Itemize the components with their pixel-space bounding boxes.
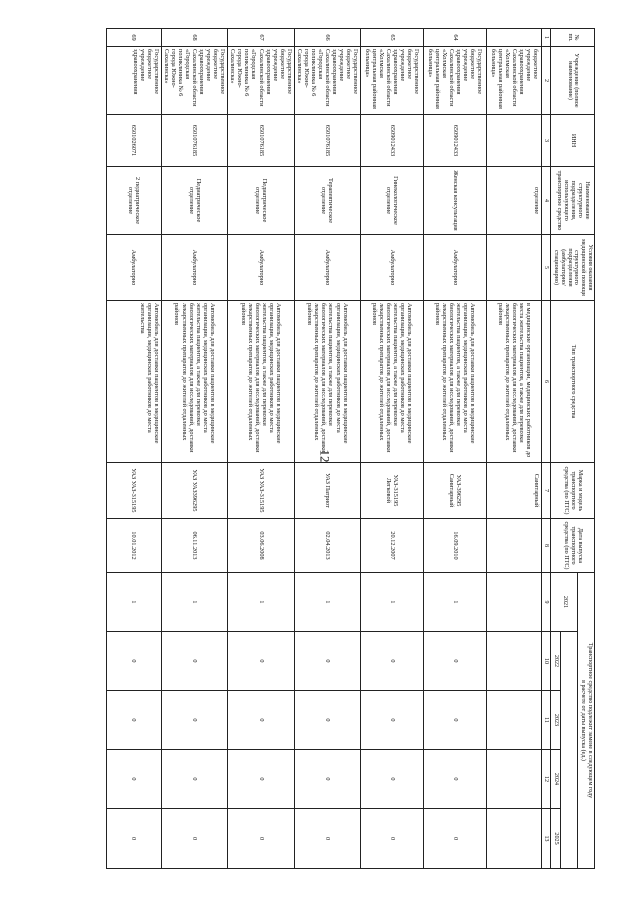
cell-2022: 0 bbox=[361, 632, 424, 691]
cell-inn: 6509012433 bbox=[424, 115, 487, 167]
cell-2023: 0 bbox=[361, 691, 424, 750]
header-year-2022: 2022 bbox=[551, 632, 561, 691]
cell-2025 bbox=[487, 809, 542, 869]
col-number: 6 bbox=[542, 301, 551, 463]
cell-vehicle-type: в медицинские организации, медицинских работников до места жительства пациентов, а также для перевозки биологических материалов для исследований, доставки лекарственных препаратов до жителей отдаленных районов bbox=[487, 301, 542, 463]
table-row bbox=[424, 29, 487, 869]
cell-vehicle-type: Автомобиль для доставки пациентов в медицинские организации, медицинских работников до места жительства пациентов, а также для перевозки биологических материалов для исследований, доставки лекарственных препаратов до жителей отдаленных районов bbox=[228, 301, 294, 463]
cell-num: 66 bbox=[294, 29, 360, 47]
cell-inn: 6501076185 bbox=[161, 115, 227, 167]
cell-inn bbox=[487, 115, 542, 167]
table-row bbox=[106, 29, 161, 869]
cell-2022: 0 bbox=[228, 632, 294, 691]
cell-num: 64 bbox=[424, 29, 487, 47]
cell-2024: 0 bbox=[361, 750, 424, 809]
page-number: 12 bbox=[317, 449, 333, 463]
header-inn: ИНН bbox=[551, 115, 595, 167]
cell-vehicle-type: Автомобиль для доставки пациентов в медицинские организации, медицинских работников до места жительства пациентов, а также для перевозки биологических материалов для исследований, доставки лекарственных препаратов до жителей отдаленных районов bbox=[294, 301, 360, 463]
cell-vehicle-type: Автомобиль для доставки пациентов в медицинские организации, медицинских работников до места жительства пациентов, а также для перевозки биологических материалов для исследований, доставки лекарственных препаратов до жителей отдаленных районов bbox=[161, 301, 227, 463]
cell-unit: Гинекологическое отделение bbox=[361, 167, 424, 235]
header-conditions: Условия оказания медицинской помощи структурного подразделения (амбулаторно/стационарно) bbox=[551, 235, 595, 301]
cell-conditions bbox=[487, 235, 542, 301]
cell-unit: Педиатрическое отделение bbox=[228, 167, 294, 235]
cell-unit: Педиатрическое отделение bbox=[161, 167, 227, 235]
cell-num: 67 bbox=[228, 29, 294, 47]
header-num: № пп. bbox=[551, 29, 595, 47]
col-number: 4 bbox=[542, 167, 551, 235]
cell-2024: 0 bbox=[294, 750, 360, 809]
table-row bbox=[161, 29, 227, 869]
cell-institution: Государственное бюджетное учреждение здравоохранения Сахалинской области «Городская поликлиника № 6 города Южно-Сахалинска» bbox=[294, 47, 360, 115]
cell-2021: 1 bbox=[294, 573, 360, 632]
cell-release-date: 06.11.2013 bbox=[161, 519, 227, 573]
col-number: 7 bbox=[542, 463, 551, 519]
cell-2025: 0 bbox=[161, 809, 227, 869]
header-brand: Марка и модель транспортного средства (по ПТС) bbox=[551, 463, 595, 519]
cell-release-date: 16.09.2010 bbox=[424, 519, 487, 573]
cell-2024: 0 bbox=[228, 750, 294, 809]
cell-release-date bbox=[487, 519, 542, 573]
col-number: 13 bbox=[542, 809, 551, 869]
cell-2023: 0 bbox=[424, 691, 487, 750]
header-vehicle-type: Тип транспортного средства bbox=[551, 301, 595, 463]
cell-institution: Государственное бюджетное учреждение здравоохранения Сахалинской области «Холмская центральная районная больница» bbox=[361, 47, 424, 115]
cell-brand: УАЗ УАЗ396295 bbox=[161, 463, 227, 519]
header-year-2025: 2025 bbox=[551, 809, 561, 869]
cell-brand: УАЗ-396295 Санитарный bbox=[424, 463, 487, 519]
header-replacement-title: Транспортное средство подлежит замене в следующем году bbox=[587, 642, 593, 799]
cell-unit: Женская консультация bbox=[424, 167, 487, 235]
cell-num: 69 bbox=[106, 29, 161, 47]
cell-inn: 6501026071 bbox=[106, 115, 161, 167]
cell-brand: УАЗ УАЗ-315195 bbox=[228, 463, 294, 519]
cell-inn: 6501076185 bbox=[294, 115, 360, 167]
cell-brand: Санитарный bbox=[487, 463, 542, 519]
cell-unit: Терапевтическое отделение bbox=[294, 167, 360, 235]
header-spacer bbox=[560, 632, 577, 869]
column-number-row bbox=[542, 29, 551, 869]
cell-2023 bbox=[487, 691, 542, 750]
header-unit: Наименование структурного подразделения, использующего транспортное средство bbox=[551, 167, 595, 235]
rotated-table-container bbox=[126, 28, 595, 868]
cell-2021: 1 bbox=[106, 573, 161, 632]
table-row bbox=[487, 29, 542, 869]
cell-2022: 0 bbox=[161, 632, 227, 691]
header-replacement-sub: в расчете от даты выпуска (ед.) bbox=[580, 680, 587, 761]
table-header bbox=[542, 29, 595, 869]
cell-institution: Государственное бюджетное учреждение здравоохранения Сахалинской области «Холмская центральная районная больница» bbox=[424, 47, 487, 115]
col-number: 3 bbox=[542, 115, 551, 167]
cell-institution: Государственное бюджетное учреждение здравоохранения bbox=[106, 47, 161, 115]
cell-num: 65 bbox=[361, 29, 424, 47]
cell-2024 bbox=[487, 750, 542, 809]
cell-unit: отделение bbox=[487, 167, 542, 235]
cell-2023: 0 bbox=[228, 691, 294, 750]
cell-num: 68 bbox=[161, 29, 227, 47]
cell-2021: 1 bbox=[228, 573, 294, 632]
cell-2022 bbox=[487, 632, 542, 691]
table-row bbox=[228, 29, 294, 869]
cell-2024: 0 bbox=[106, 750, 161, 809]
header-year-2023: 2023 bbox=[551, 691, 561, 750]
cell-2024: 0 bbox=[424, 750, 487, 809]
col-number: 12 bbox=[542, 750, 551, 809]
header-institution: Учреждение (полное наименование) bbox=[551, 47, 595, 115]
header-year-2021: 2021 bbox=[551, 573, 578, 632]
cell-2021 bbox=[487, 573, 542, 632]
col-number: 1 bbox=[542, 29, 551, 47]
col-number: 8 bbox=[542, 519, 551, 573]
cell-inn: 6501076185 bbox=[228, 115, 294, 167]
cell-inn: 6509012433 bbox=[361, 115, 424, 167]
cell-vehicle-type: Автомобиль для доставки пациентов в медицинские организации, медицинских работников до места жительства bbox=[106, 301, 161, 463]
cell-vehicle-type: Автомобиль для доставки пациентов в медицинские организации, медицинских работников до места жительства пациентов, а также для перевозки биологических материалов для исследований, доставки лекарственных препаратов до жителей отдаленных районов bbox=[424, 301, 487, 463]
cell-conditions: Амбулаторно bbox=[294, 235, 360, 301]
cell-2021: 1 bbox=[424, 573, 487, 632]
cell-2023: 0 bbox=[161, 691, 227, 750]
table-row bbox=[294, 29, 360, 869]
cell-release-date: 10.01.2012 bbox=[106, 519, 161, 573]
table-row bbox=[361, 29, 424, 869]
cell-institution: Государственное бюджетное учреждение здравоохранения Сахалинской области «Городская поликлиника № 6 города Южно-Сахалинска» bbox=[161, 47, 227, 115]
cell-2025: 0 bbox=[424, 809, 487, 869]
header-release-date: Дата выпуска транспортного средства (по ПТС) bbox=[551, 519, 595, 573]
cell-conditions: Амбулаторно bbox=[106, 235, 161, 301]
cell-2025: 0 bbox=[228, 809, 294, 869]
cell-brand: УАЗ-315195 Легковой bbox=[361, 463, 424, 519]
cell-2025: 0 bbox=[361, 809, 424, 869]
cell-conditions: Амбулаторно bbox=[424, 235, 487, 301]
cell-2025: 0 bbox=[106, 809, 161, 869]
table-body bbox=[106, 29, 541, 869]
col-number: 5 bbox=[542, 235, 551, 301]
col-number: 10 bbox=[542, 632, 551, 691]
cell-unit: 2 педиатрическое отделение bbox=[106, 167, 161, 235]
col-number: 9 bbox=[542, 573, 551, 632]
cell-2022: 0 bbox=[294, 632, 360, 691]
cell-brand: УАЗ Патриот bbox=[294, 463, 360, 519]
cell-vehicle-type: Автомобиль для доставки пациентов в медицинские организации, медицинских работников до места жительства пациентов, а также для перевозки биологических материалов для исследований, доставки лекарственных препаратов до жителей отдаленных районов bbox=[361, 301, 424, 463]
cell-2021: 1 bbox=[161, 573, 227, 632]
cell-conditions: Амбулаторно bbox=[361, 235, 424, 301]
cell-num bbox=[487, 29, 542, 47]
cell-2024: 0 bbox=[161, 750, 227, 809]
vehicle-replacement-table bbox=[106, 28, 595, 869]
cell-release-date: 03.06.2008 bbox=[228, 519, 294, 573]
cell-2022: 0 bbox=[424, 632, 487, 691]
cell-brand: УАЗ УАЗ-315195 bbox=[106, 463, 161, 519]
header-replacement-group bbox=[578, 573, 595, 869]
cell-2023: 0 bbox=[106, 691, 161, 750]
cell-conditions: Амбулаторно bbox=[228, 235, 294, 301]
cell-release-date: 20.12.2007 bbox=[361, 519, 424, 573]
cell-2025: 0 bbox=[294, 809, 360, 869]
cell-release-date: 02.04.2013 bbox=[294, 519, 360, 573]
cell-conditions: Амбулаторно bbox=[161, 235, 227, 301]
cell-2021: 1 bbox=[361, 573, 424, 632]
cell-institution: Государственное бюджетное учреждение здравоохранения Сахалинской области «Городская поликлиника № 6 города Южно-Сахалинска» bbox=[228, 47, 294, 115]
col-number: 11 bbox=[542, 691, 551, 750]
header-year-2024: 2024 bbox=[551, 750, 561, 809]
col-number: 2 bbox=[542, 47, 551, 115]
cell-2023: 0 bbox=[294, 691, 360, 750]
cell-institution: бюджетное учреждение здравоохранения Сахалинской области «Холмская центральная районная больница» bbox=[487, 47, 542, 115]
cell-2022: 0 bbox=[106, 632, 161, 691]
